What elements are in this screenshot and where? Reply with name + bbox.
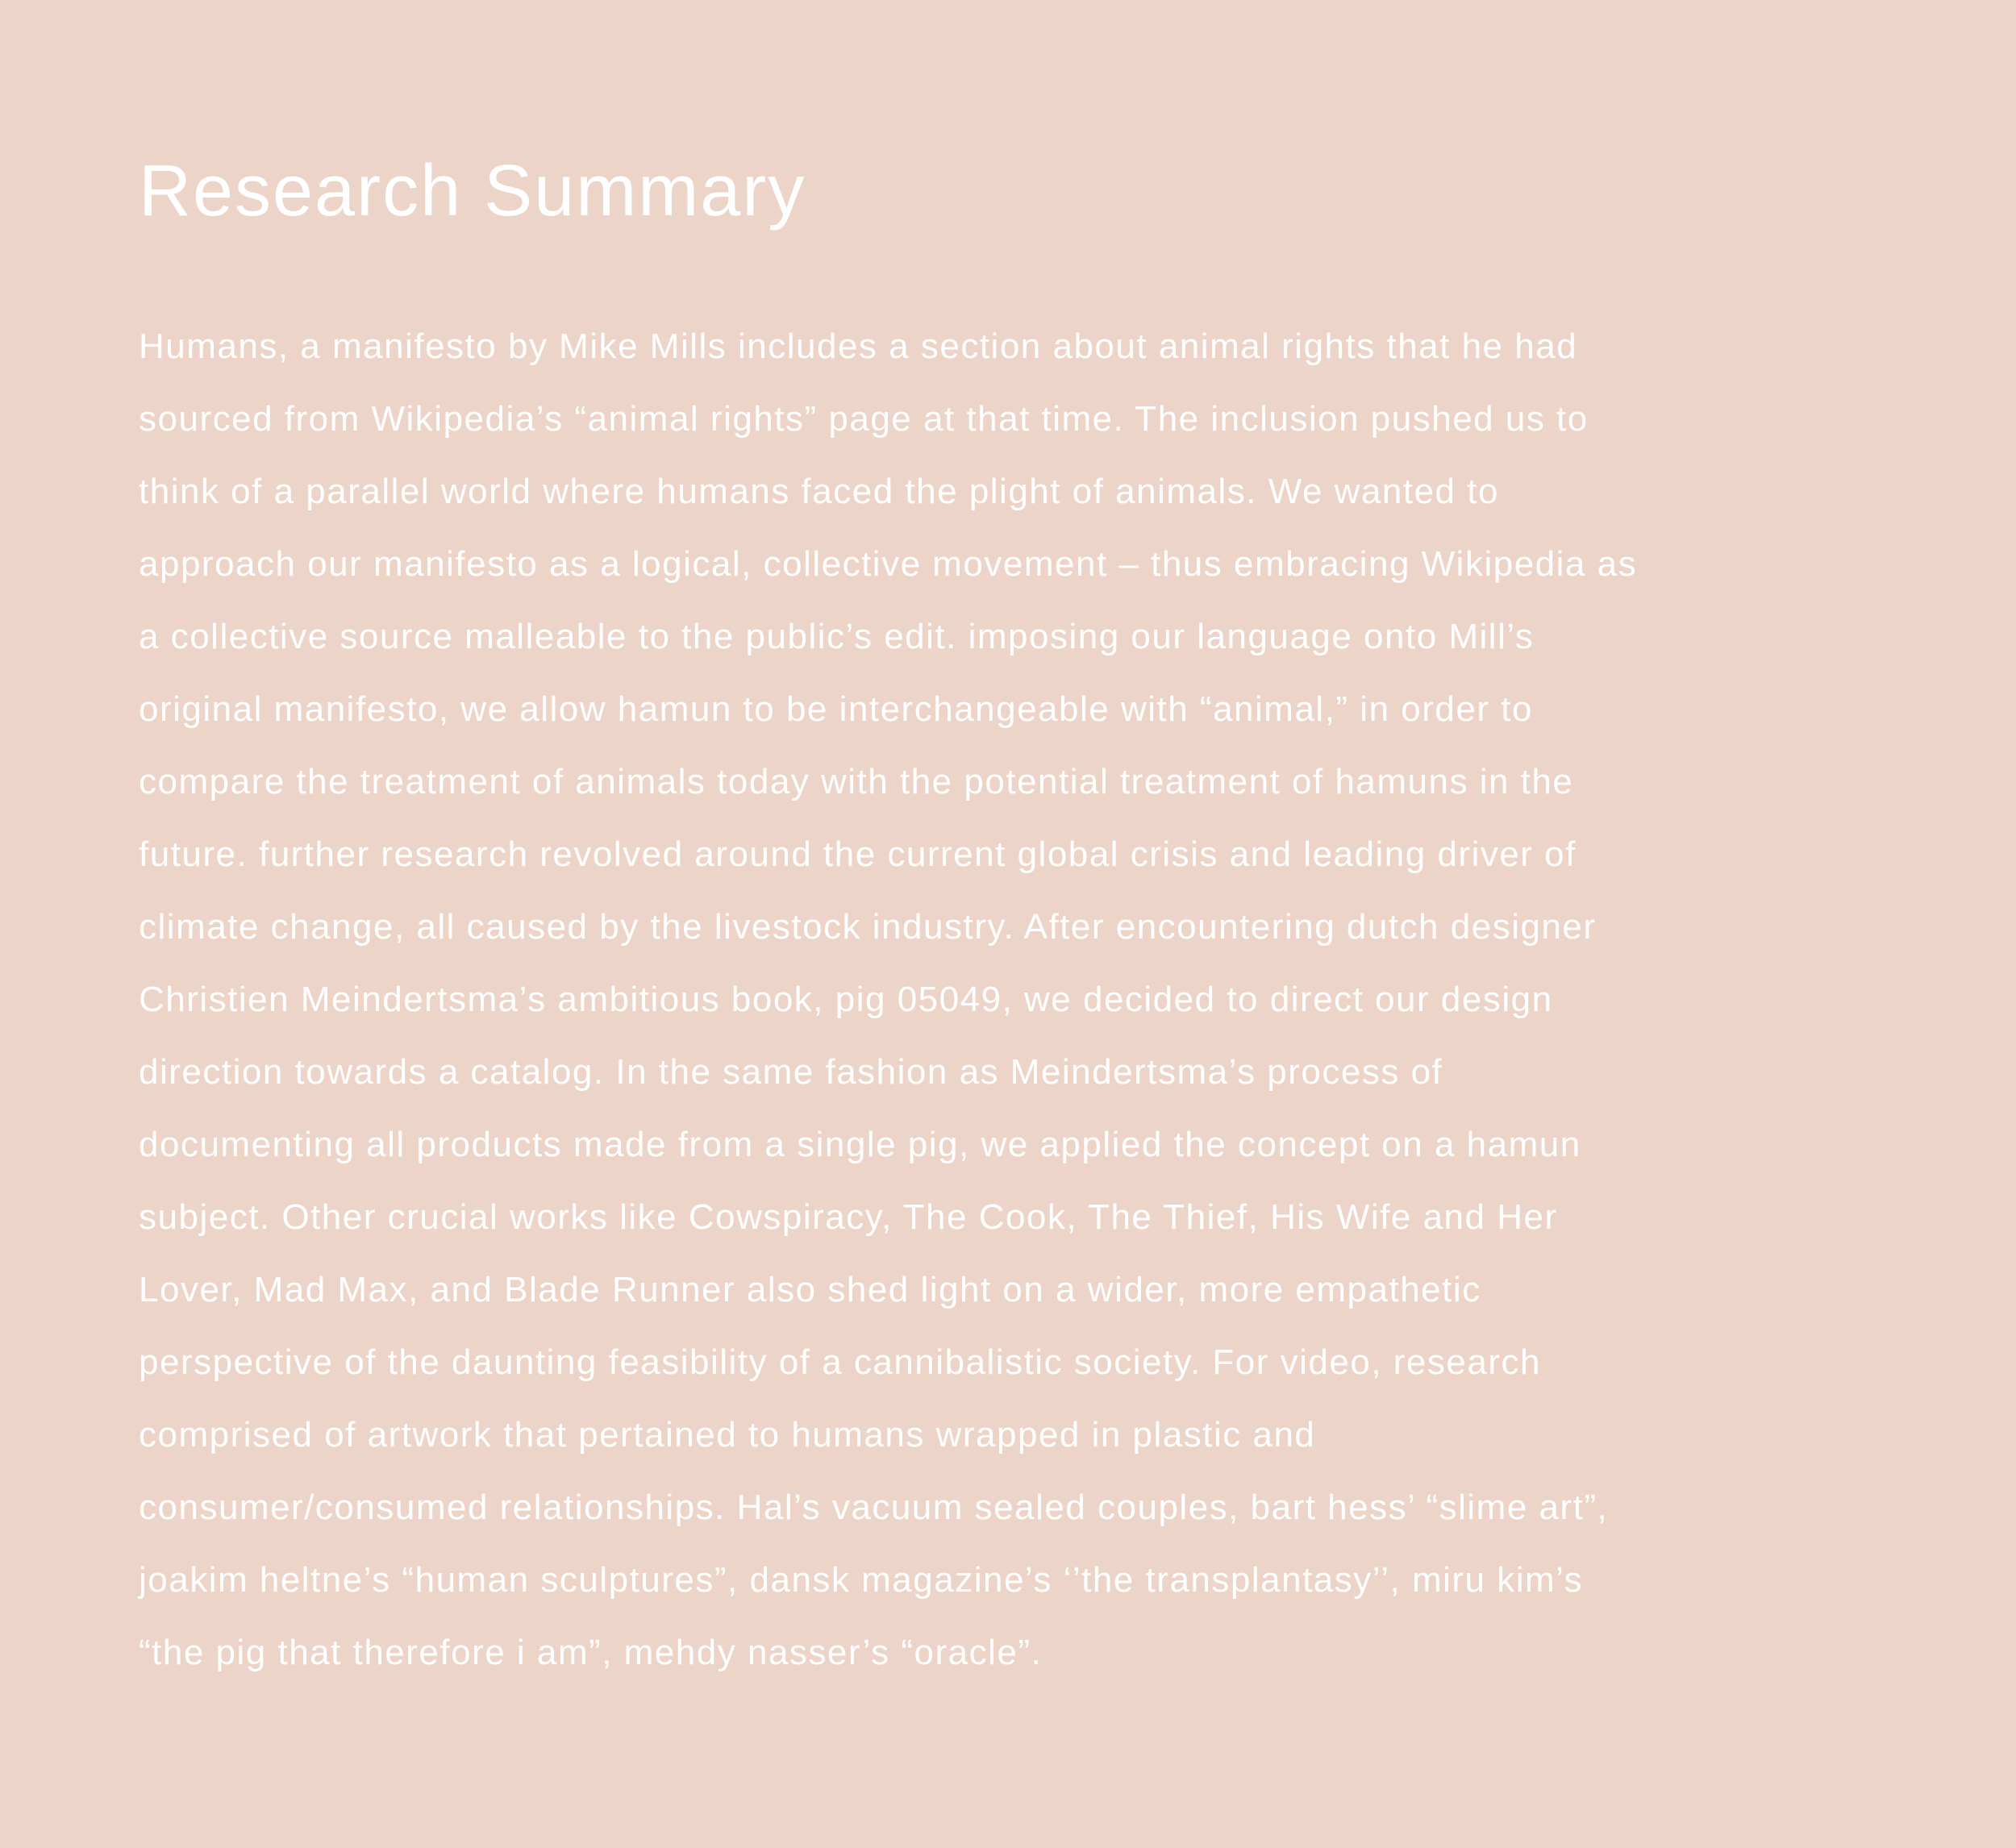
- body-line: approach our manifesto as a logical, collective movement – thus embracing Wikipedia as: [139, 544, 1638, 584]
- body-line: subject. Other crucial works like Cowspiracy, The Cook, The Thief, His Wife and Her: [139, 1197, 1558, 1237]
- body-line: consumer/consumed relationships. Hal’s vacuum sealed couples, bart hess’ “slime art”,: [139, 1488, 1609, 1527]
- body-line: sourced from Wikipedia’s “animal rights” page at that time. The inclusion pushed us to: [139, 399, 1589, 439]
- body-line: joakim heltne’s “human sculptures”, dansk magazine’s ‘’the transplantasy’’, miru kim’s: [139, 1560, 1584, 1600]
- body-line: think of a parallel world where humans faced the plight of animals. We wanted to: [139, 472, 1499, 511]
- body-line: comprised of artwork that pertained to humans wrapped in plastic and: [139, 1415, 1316, 1455]
- body-line: original manifesto, we allow hamun to be interchangeable with “animal,” in order to: [139, 689, 1533, 729]
- body-line: perspective of the daunting feasibility of a cannibalistic society. For video, research: [139, 1342, 1541, 1382]
- research-summary-body: [139, 310, 1993, 1689]
- page-title: Research Summary: [139, 151, 806, 231]
- body-line: direction towards a catalog. In the same fashion as Meindertsma’s process of: [139, 1052, 1443, 1092]
- body-line: compare the treatment of animals today with the potential treatment of hamuns in the: [139, 762, 1574, 801]
- body-line: “the pig that therefore i am”, mehdy nasser’s “oracle”.: [139, 1633, 1043, 1672]
- body-line: Humans, a manifesto by Mike Mills includes a section about animal rights that he had: [139, 327, 1578, 366]
- body-line: Christien Meindertsma’s ambitious book, pig 05049, we decided to direct our design: [139, 980, 1553, 1019]
- body-line: climate change, all caused by the livestock industry. After encountering dutch designer: [139, 907, 1597, 947]
- body-line: Lover, Mad Max, and Blade Runner also shed light on a wider, more empathetic: [139, 1270, 1481, 1309]
- body-line: future. further research revolved around the current global crisis and leading driver of: [139, 835, 1577, 874]
- body-line: documenting all products made from a single pig, we applied the concept on a hamun: [139, 1125, 1581, 1164]
- body-line: a collective source malleable to the public’s edit. imposing our language onto Mill’s: [139, 617, 1535, 656]
